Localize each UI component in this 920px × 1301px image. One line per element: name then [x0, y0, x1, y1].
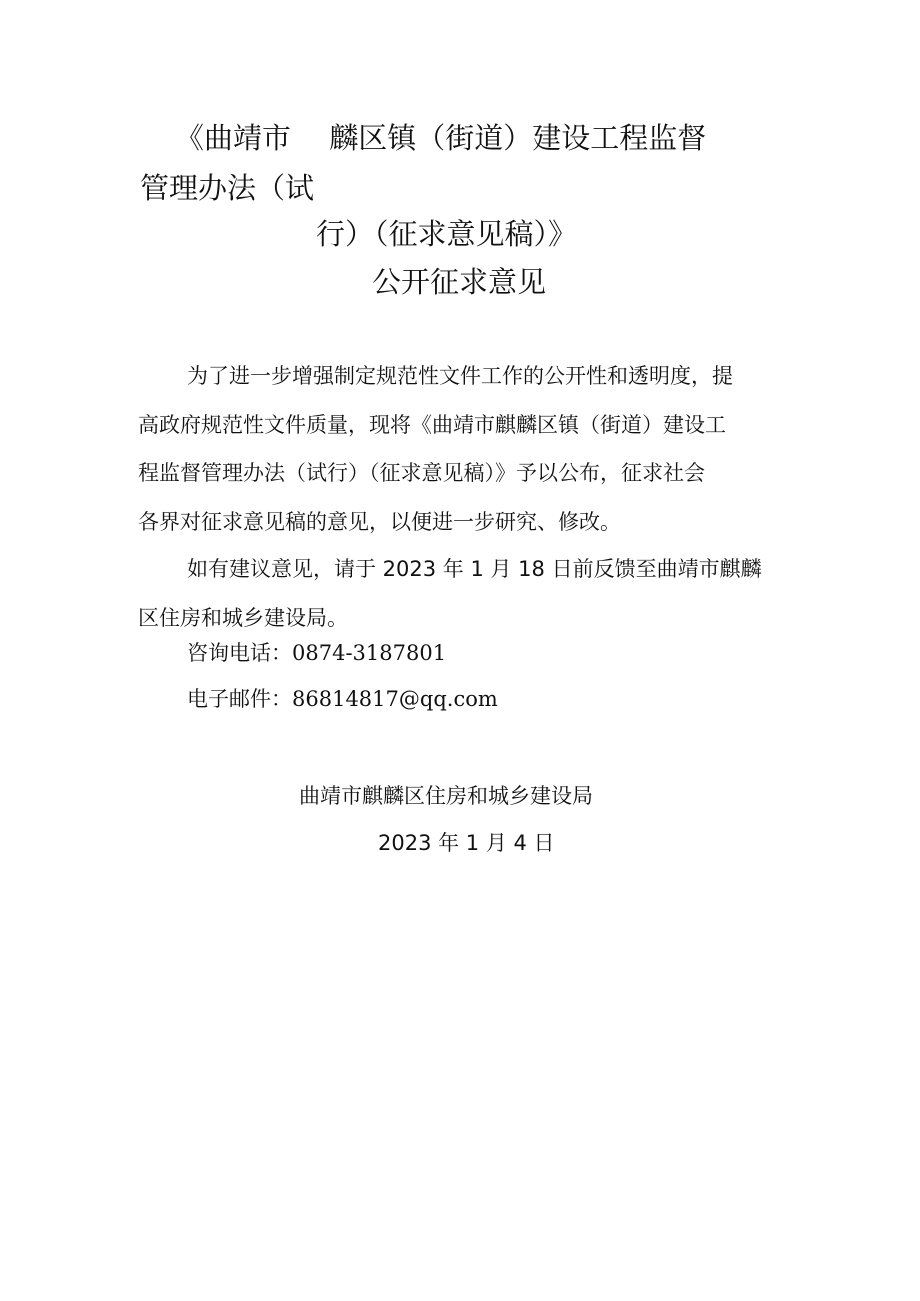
paragraph-intro-line: 各界对征求意见稿的意见，以便进一步研究、修改。 [138, 509, 621, 534]
email-label: 电子邮件： [187, 687, 292, 711]
signature-organization: 曲靖市麒麟区住房和城乡建设局 [299, 784, 593, 808]
paragraph-intro-line: 高政府规范性文件质量，现将《曲靖市麒麟区镇（街道）建设工 [138, 412, 726, 437]
signature-date: 2023 年 1 月 4 日 [378, 831, 555, 855]
contact-phone [187, 629, 446, 677]
title-line-3: 行）（征求意见稿）》 [316, 217, 578, 251]
phone-label: 咨询电话： [187, 641, 292, 665]
title-line-4: 公开征求意见 [372, 265, 547, 299]
email-value: 86814817@qq.com [292, 687, 498, 711]
phone-value: 0874-3187801 [292, 641, 447, 665]
paragraph-intro-line: 为了进一步增强制定规范性文件工作的公开性和透明度，提 [187, 364, 733, 388]
title-line-1: 《曲靖市 麟区镇（街道）建设工程监督 [175, 121, 707, 155]
paragraph-deadline-line: 区住房和城乡建设局。 [138, 605, 348, 630]
paragraph-deadline-line: 如有建议意见，请于 2023 年 1 月 18 日前反馈至曲靖市麒麟 [187, 557, 762, 581]
contact-email [187, 675, 498, 723]
title-line-2: 管理办法（试 [140, 171, 315, 205]
paragraph-intro [138, 352, 786, 546]
paragraph-intro-line: 程监督管理办法（试行）（征求意见稿）》予以公布，征求社会 [138, 461, 705, 485]
paragraph-deadline [138, 545, 786, 642]
